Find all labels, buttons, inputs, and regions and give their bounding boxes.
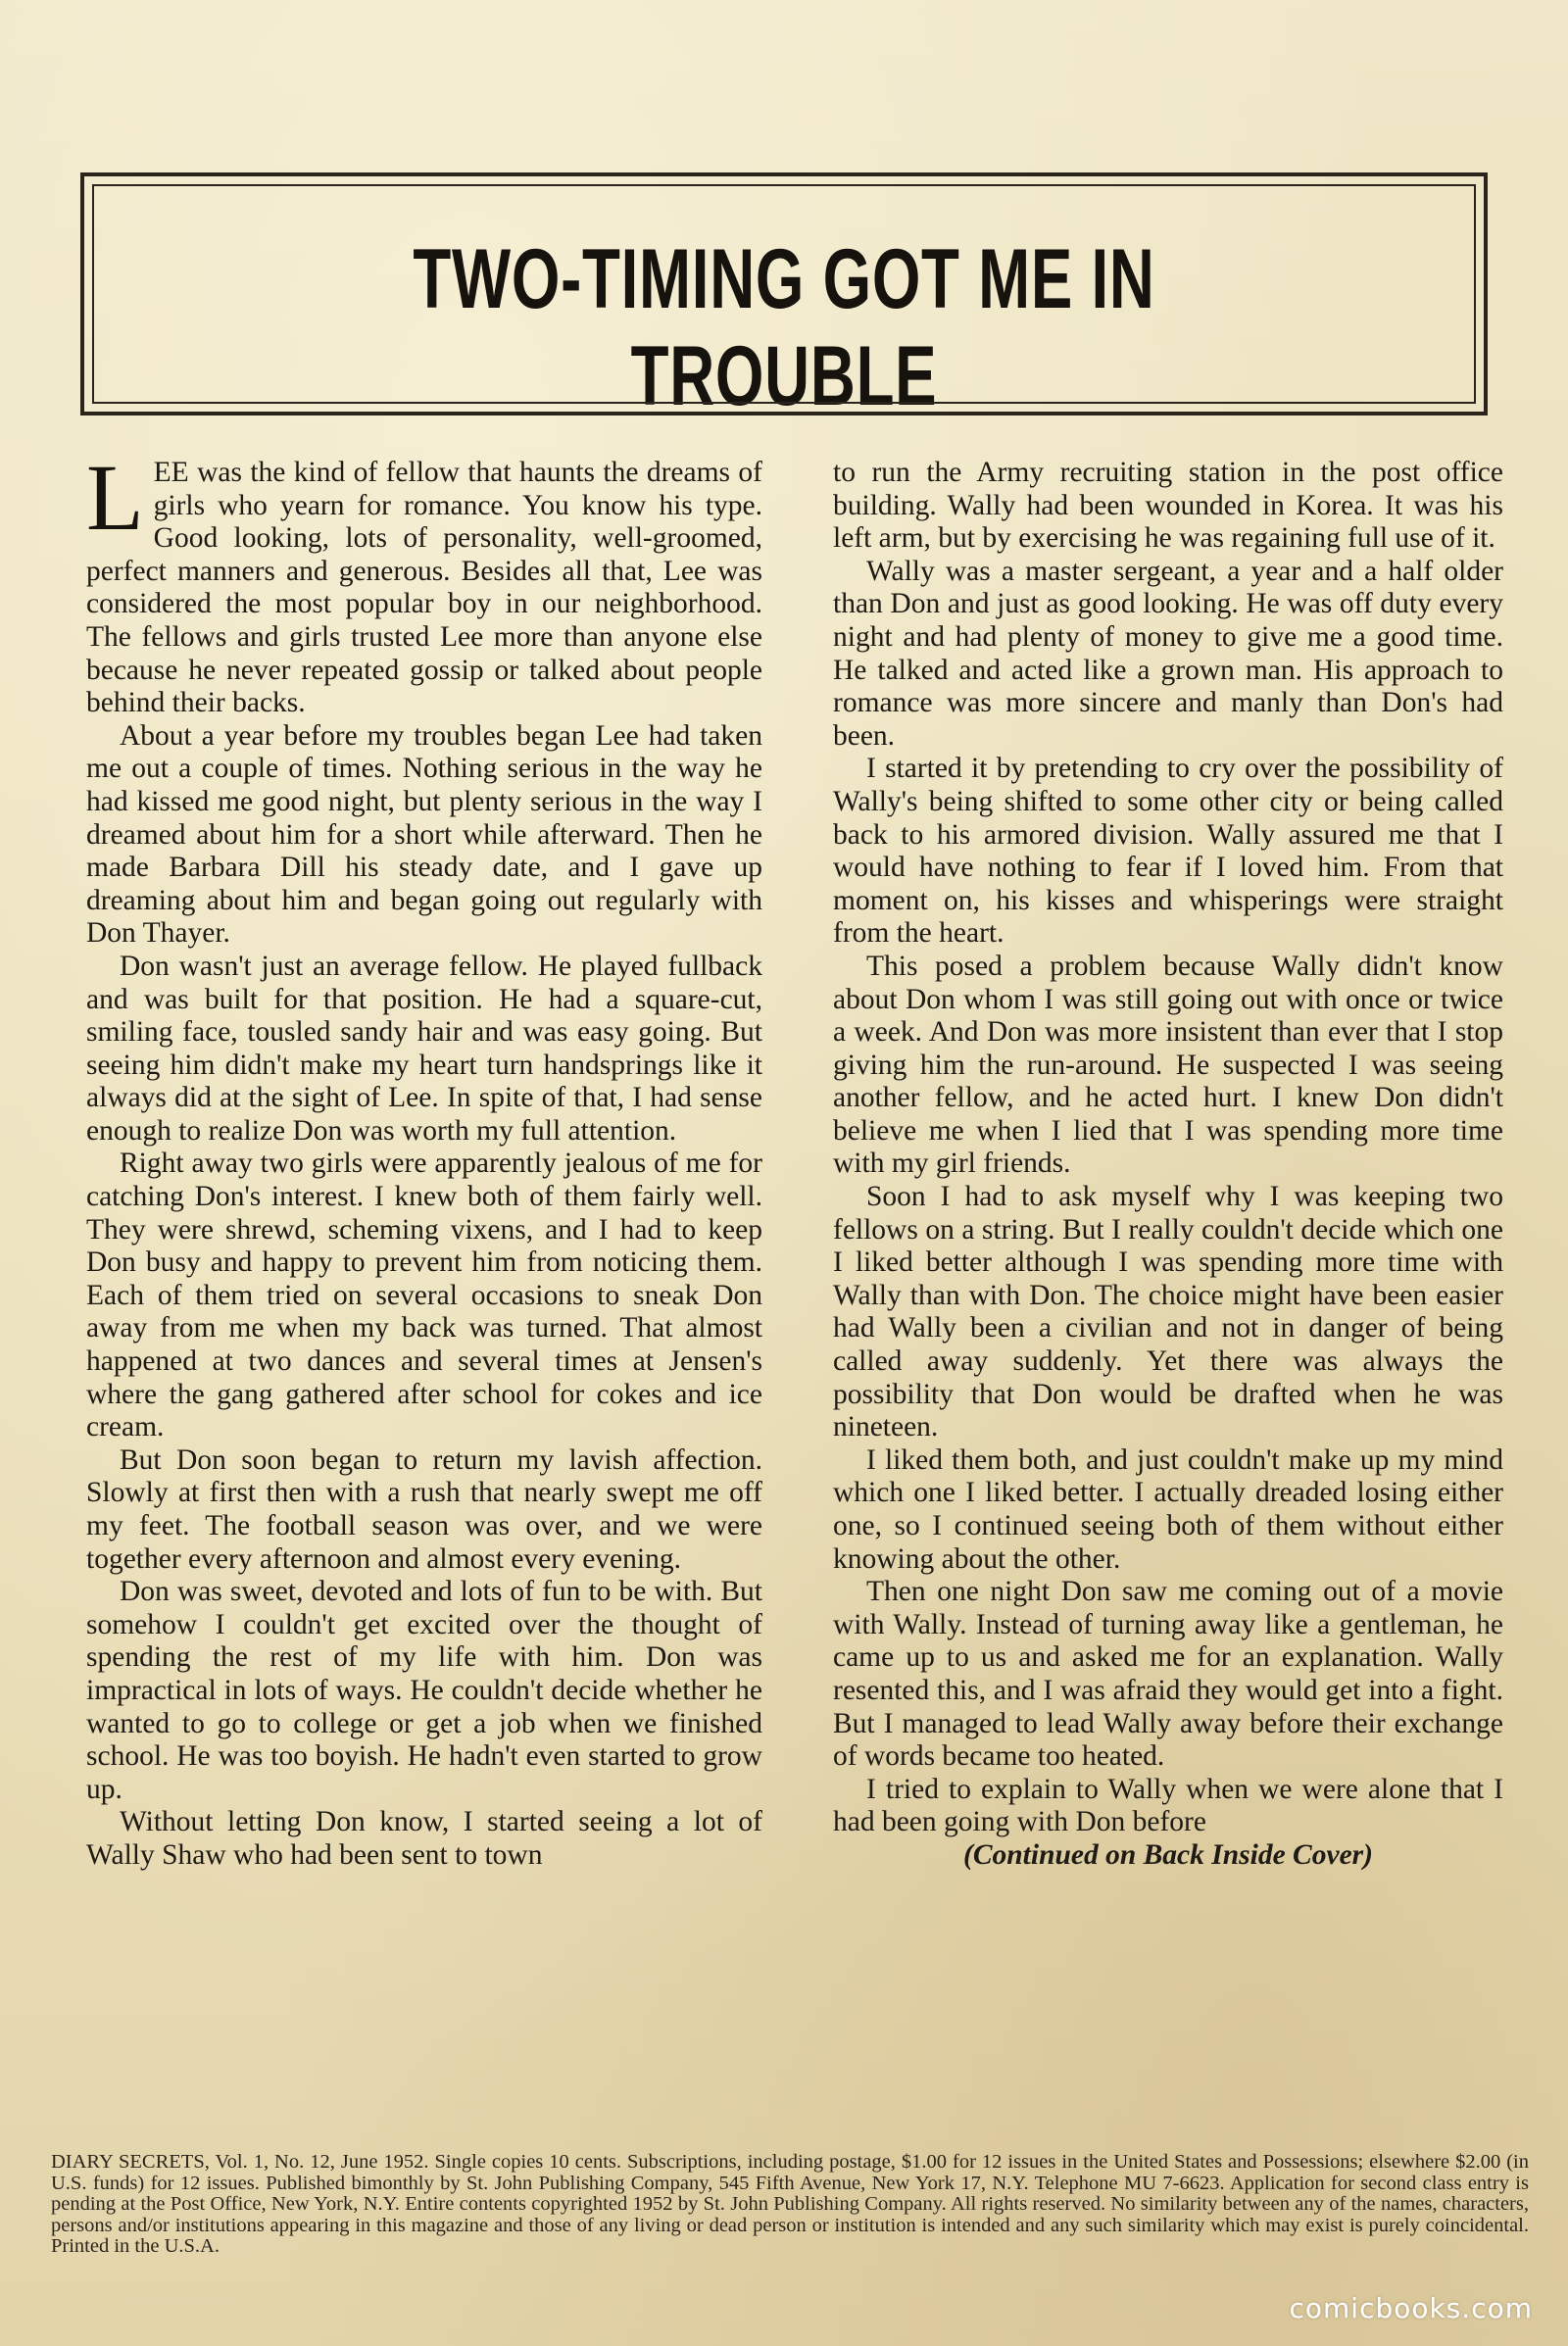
watermark: comicbooks.com [1289, 2292, 1533, 2324]
story-paragraph: Don wasn't just an average fellow. He played fullback and was built for that position. He had a square-cut, smiling face, tousled sandy hair and was easy going. But seeing him didn't make my heart turn handsprings like it always did at the sight of Lee. In spite of that, I had sense enough to realize Don was worth my full attention. [86, 950, 762, 1147]
story-paragraph: About a year before my troubles began Lee had taken me out a couple of times. Nothing serious in the way he had kissed me good night, but plenty serious in the way I dreamed about him for a short while afterward. Then he made Barbara Dill his steady date, and I gave up dreaming about him and began going out regularly with Don Thayer. [86, 719, 762, 950]
title-frame [80, 172, 1488, 423]
story-column-right [833, 457, 1503, 1873]
story-paragraph: Then one night Don saw me coming out of a movie with Wally. Instead of turning away like a gentleman, he came up to us and asked me for an explanation. Wally resented this, and I was afraid they would get into a fight. But I managed to lead Wally away before their exchange of words became too heated. [833, 1576, 1503, 1773]
story-paragraph: Without letting Don know, I started seeing a lot of Wally Shaw who had been sent to town [86, 1806, 762, 1871]
story-paragraph: Don was sweet, devoted and lots of fun to be with. But somehow I couldn't get excited over the thought of spending the rest of my life with him. Don was impractical in lots of ways. He couldn't decide whether he wanted to go to college or get a job when we finished school. He was too boyish. He hadn't even started to grow up. [86, 1576, 762, 1805]
story-paragraph: I started it by pretending to cry over the possibility of Wally's being shifted to some other city or being called back to his armored division. Wally assured me that I would have nothing to fear if I loved him. From that moment on, his kisses and whisperings were straight from the heart. [833, 753, 1503, 950]
story-paragraph: Wally was a master sergeant, a year and a half older than Don and just as good looking. He was off duty every night and had plenty of money to give me a good time. He talked and acted like a grown man. His approach to romance was more sincere and manly than Don's had been. [833, 555, 1503, 752]
story-paragraph: Soon I had to ask myself why I was keeping two fellows on a string. But I really couldn't decide which one I liked better although I was spending more time with Wally than with Don. The choice might have been easier had Wally been a civilian and not in danger of being called away suddenly. Yet there was always the possibility that Don would be drafted when he was nineteen. [833, 1181, 1503, 1443]
story-paragraph: LEE was the kind of fellow that haunts the dreams of girls who yearn for romance. You know his type. Good looking, lots of personality, well-groomed, perfect manners and generous. Besides all that, Lee was considered the most popular boy in our neighborhood. The fellows and girls trusted Lee more than anyone else because he never repeated gossip or talked about people behind their backs. [86, 445, 762, 719]
story-title: TWO-TIMING GOT ME IN TROUBLE [413, 232, 1155, 423]
story-paragraph: But Don soon began to return my lavish affection. Slowly at first then with a rush that nearly swept me off my feet. The football season was over, and we were together every afternoon and almost every evening. [86, 1443, 762, 1575]
story-paragraph: to run the Army recruiting station in the post office building. Wally had been wounded in Korea. It was his left arm, but by exercising he was regaining full use of it. [833, 457, 1503, 555]
drop-cap: L [86, 445, 144, 550]
continued-note: (Continued on Back Inside Cover) [963, 1838, 1373, 1871]
story-paragraph: Right away two girls were apparently jealous of me for catching Don's interest. I knew both of them fairly well. They were shrewd, scheming vixens, and I had to keep Don busy and happy to prevent him from noticing them. Each of them tried on several occasions to sneak Don away from me when my back was turned. That almost happened at two dances and several times at Jensen's where the gang gathered after school for cokes and ice cream. [86, 1148, 762, 1443]
story-paragraph: I tried to explain to Wally when we were alone that I had been going with Don before [833, 1773, 1503, 1838]
publication-notice: DIARY SECRETS, Vol. 1, No. 12, June 1952. Single copies 10 cents. Subscriptions, including postage, $1.00 for 12 issues in the United States and Possessions; elsewhere $2.00 (in U.S. funds) for 12 issues. Published bimonthly by St. John Publishing Company, 545 Fifth Avenue, New York 17, N.Y. Telephone MU 7-6623. Application for second class entry is pending at the Post Office, New York, N.Y. Entire contents copyrighted 1952 by St. John Publishing Company. All rights reserved. No similarity between any of the names, characters, persons and/or institutions appearing in this magazine and those of any living or dead person or institution is intended and any such similarity which may exist is purely coincidental. Printed in the U.S.A. [51, 2151, 1529, 2257]
story-column-left [86, 445, 762, 1873]
story-paragraph: This posed a problem because Wally didn't know about Don whom I was still going out with once or twice a week. And Don was more insistent than ever that I stop giving him the run-around. He suspected I was seeing another fellow, and he acted hurt. I knew Don didn't believe me when I lied that I was spending more time with my girl friends. [833, 950, 1503, 1180]
story-paragraph: I liked them both, and just couldn't make up my mind which one I liked better. I actually dreaded losing either one, so I continued seeing both of them without either knowing about the other. [833, 1443, 1503, 1575]
